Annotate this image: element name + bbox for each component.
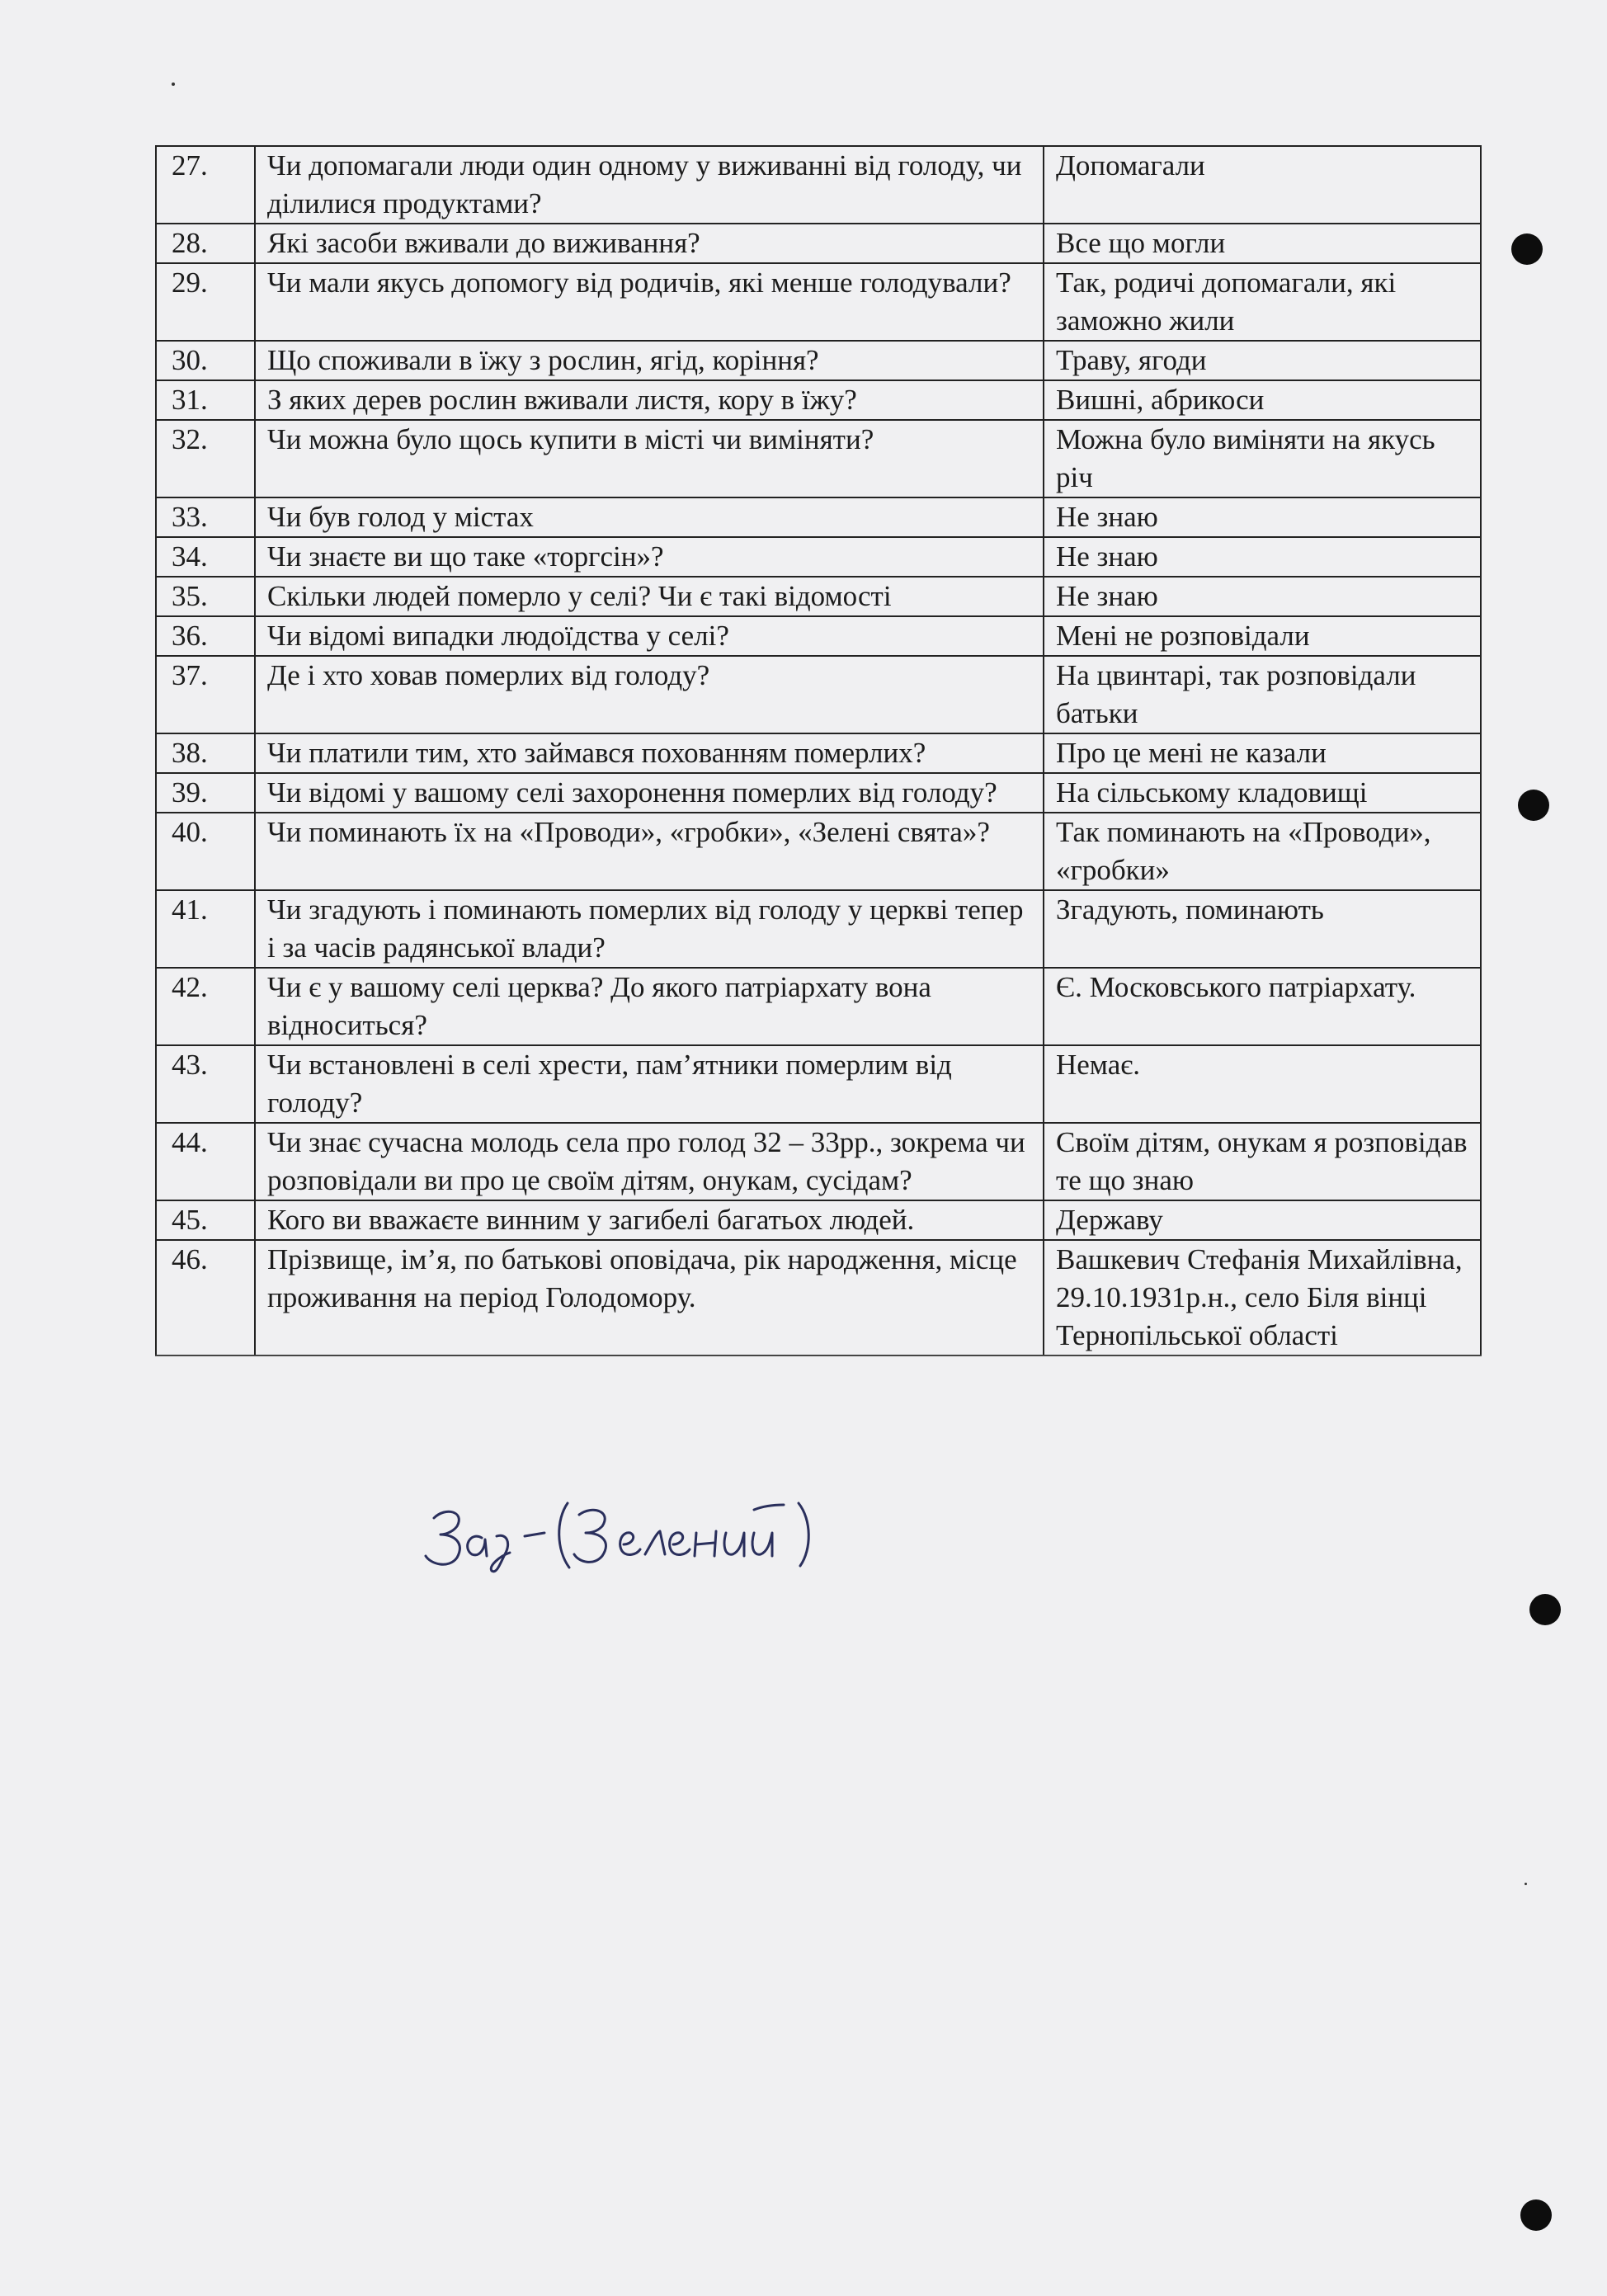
table-row — [156, 890, 1481, 968]
row-number: 36. — [156, 616, 255, 656]
question-cell: Які засоби вживали до виживання? — [255, 224, 1044, 263]
table-row — [156, 773, 1481, 813]
question-cell: Чи відомі у вашому селі захоронення померлих від голоду? — [255, 773, 1044, 813]
row-number: 45. — [156, 1200, 255, 1240]
answer-cell: На сільському кладовищі — [1044, 773, 1481, 813]
question-cell: Чи платили тим, хто займався похованням померлих? — [255, 733, 1044, 773]
question-cell: Чи встановлені в селі хрести, пам’ятники померлим від голоду? — [255, 1045, 1044, 1123]
punch-hole — [1529, 1594, 1561, 1625]
table-row — [156, 616, 1481, 656]
row-number: 29. — [156, 263, 255, 341]
table-row — [156, 1045, 1481, 1123]
answer-cell: Згадують, поминають — [1044, 890, 1481, 968]
row-number: 43. — [156, 1045, 255, 1123]
question-cell: Чи є у вашому селі церква? До якого патріархату вона відноситься? — [255, 968, 1044, 1045]
question-cell: Де і хто ховав померлих від голоду? — [255, 656, 1044, 733]
row-number: 34. — [156, 537, 255, 577]
answer-cell: Допомагали — [1044, 146, 1481, 224]
punch-hole — [1518, 790, 1549, 821]
row-number: 28. — [156, 224, 255, 263]
question-cell: Чи згадують і поминають померлих від голоду у церкві тепер і за часів радянської влади? — [255, 890, 1044, 968]
answer-cell: Не знаю — [1044, 577, 1481, 616]
table-row — [156, 497, 1481, 537]
handwritten-signature — [421, 1485, 850, 1576]
ink-speck — [1525, 1883, 1527, 1885]
row-number: 39. — [156, 773, 255, 813]
table-row — [156, 146, 1481, 224]
answer-cell: Немає. — [1044, 1045, 1481, 1123]
row-number: 35. — [156, 577, 255, 616]
answer-cell: Про це мені не казали — [1044, 733, 1481, 773]
table-row — [156, 380, 1481, 420]
answer-cell: Вишні, абрикоси — [1044, 380, 1481, 420]
row-number: 32. — [156, 420, 255, 497]
answer-cell: Мені не розповідали — [1044, 616, 1481, 656]
table-row — [156, 1200, 1481, 1240]
table-row — [156, 341, 1481, 380]
question-cell: Чи можна було щось купити в місті чи виміняти? — [255, 420, 1044, 497]
question-cell: Що споживали в їжу з рослин, ягід, коріння? — [255, 341, 1044, 380]
row-number: 38. — [156, 733, 255, 773]
answer-cell: Так, родичі допомагали, які заможно жили — [1044, 263, 1481, 341]
question-cell: З яких дерев рослин вживали листя, кору в їжу? — [255, 380, 1044, 420]
row-number: 41. — [156, 890, 255, 968]
table-row — [156, 656, 1481, 733]
survey-table — [155, 145, 1482, 1356]
ink-speck — [172, 83, 175, 86]
answer-cell: Державу — [1044, 1200, 1481, 1240]
table-row — [156, 1240, 1481, 1355]
table-row — [156, 420, 1481, 497]
punch-hole — [1511, 233, 1543, 265]
question-cell: Чи відомі випадки людоїдства у селі? — [255, 616, 1044, 656]
answer-cell: Не знаю — [1044, 497, 1481, 537]
table-row — [156, 968, 1481, 1045]
question-cell: Чи був голод у містах — [255, 497, 1044, 537]
question-cell: Кого ви вважаєте винним у загибелі багатьох людей. — [255, 1200, 1044, 1240]
table-row — [156, 577, 1481, 616]
row-number: 33. — [156, 497, 255, 537]
question-cell: Чи допомагали люди один одному у виживанні від голоду, чи ділилися продуктами? — [255, 146, 1044, 224]
answer-cell: Своїм дітям, онукам я розповідав те що знаю — [1044, 1123, 1481, 1200]
answer-cell: Вашкевич Стефанія Михайлівна, 29.10.1931р.н., село Біля вінці Тернопільської області — [1044, 1240, 1481, 1355]
row-number: 40. — [156, 813, 255, 890]
table-row — [156, 263, 1481, 341]
answer-cell: Можна було виміняти на якусь річ — [1044, 420, 1481, 497]
answer-cell: Так поминають на «Проводи», «гробки» — [1044, 813, 1481, 890]
answer-cell: Траву, ягоди — [1044, 341, 1481, 380]
punch-hole — [1520, 2199, 1552, 2231]
row-number: 31. — [156, 380, 255, 420]
row-number: 37. — [156, 656, 255, 733]
row-number: 27. — [156, 146, 255, 224]
question-cell: Прізвище, ім’я, по батькові оповідача, рік народження, місце проживання на період Голодомору. — [255, 1240, 1044, 1355]
table-row — [156, 224, 1481, 263]
question-cell: Скільки людей померло у селі? Чи є такі відомості — [255, 577, 1044, 616]
table-row — [156, 813, 1481, 890]
answer-cell: Не знаю — [1044, 537, 1481, 577]
question-cell: Чи знаєте ви що таке «торгсін»? — [255, 537, 1044, 577]
question-cell: Чи знає сучасна молодь села про голод 32 – 33рр., зокрема чи розповідали ви про це своїм дітям, онукам, сусідам? — [255, 1123, 1044, 1200]
question-cell: Чи поминають їх на «Проводи», «гробки», «Зелені свята»? — [255, 813, 1044, 890]
table-row — [156, 537, 1481, 577]
answer-cell: Все що могли — [1044, 224, 1481, 263]
table-row — [156, 733, 1481, 773]
row-number: 42. — [156, 968, 255, 1045]
row-number: 46. — [156, 1240, 255, 1355]
answer-cell: На цвинтарі, так розповідали батьки — [1044, 656, 1481, 733]
table-row — [156, 1123, 1481, 1200]
row-number: 44. — [156, 1123, 255, 1200]
row-number: 30. — [156, 341, 255, 380]
survey-table-body — [156, 146, 1481, 1355]
answer-cell: Є. Московського патріархату. — [1044, 968, 1481, 1045]
question-cell: Чи мали якусь допомогу від родичів, які менше голодували? — [255, 263, 1044, 341]
